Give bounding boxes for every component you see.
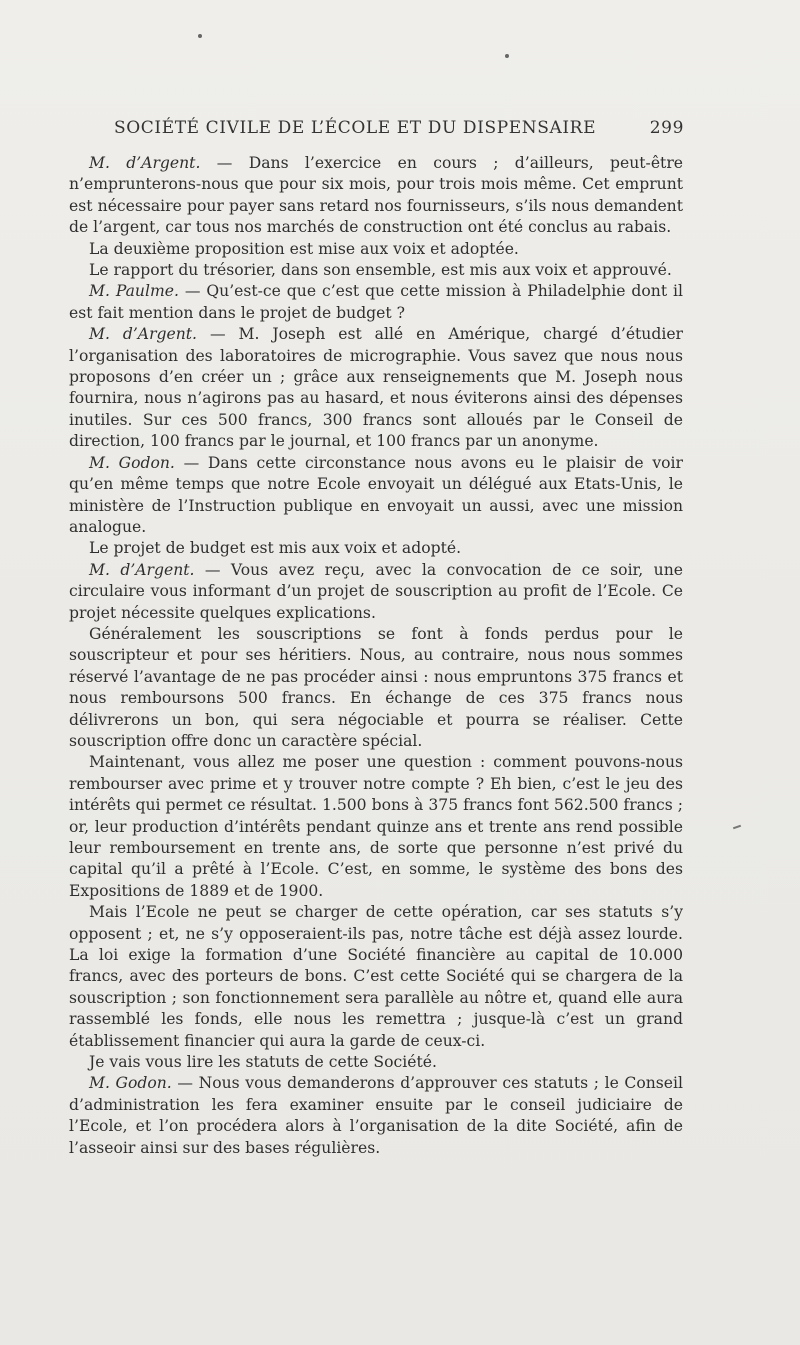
paragraph-text: La deuxième proposition est mise aux voix et adoptée. bbox=[89, 239, 519, 258]
paragraph bbox=[69, 324, 683, 452]
paragraph-text: Mais l’Ecole ne peut se charger de cette opération, car ses statuts s’y opposent ; et, ne s’y opposeraient-ils pas, notre tâche est déjà assez lourde. La loi exige la formation d’une Société financière au capital de 10.000 francs, avec des porteurs de bons. C’est cette Société qui se chargera de la souscription ; son fonctionnement sera parallèle au nôtre et, quand elle aura rassemblé les fonds, elle nous les remettra ; jusque-là c’est un grand établissement financier qui aura la garde de ceux-ci. bbox=[69, 903, 683, 1050]
speaker-name: M. d’Argent. bbox=[89, 560, 195, 579]
speaker-name: M. Godon. bbox=[89, 1074, 172, 1093]
paragraph bbox=[69, 281, 683, 324]
margin-mark bbox=[733, 825, 741, 830]
paragraph-text: Le rapport du trésorier, dans son ensemble, est mis aux voix et approuvé. bbox=[89, 261, 672, 280]
paragraph-text: — Qu’est-ce que c’est que cette mission à Philadelphie dont il est fait mention dans le projet de budget ? bbox=[69, 282, 683, 322]
body-text bbox=[69, 153, 683, 1159]
paragraph bbox=[69, 453, 683, 539]
page-number: 299 bbox=[649, 118, 684, 138]
speck-mark bbox=[198, 34, 202, 38]
speck-mark bbox=[505, 54, 509, 58]
paragraph bbox=[69, 538, 683, 559]
paragraph bbox=[69, 902, 683, 1052]
speaker-name: M. d’Argent. bbox=[89, 325, 198, 344]
paragraph-text: — Vous avez reçu, avec la convocation de ce soir, une circulaire vous informant d’un projet de souscription au profit de l’Ecole. Ce projet nécessite quelques explications. bbox=[69, 560, 683, 622]
paragraph bbox=[69, 1052, 683, 1073]
paragraph bbox=[69, 239, 683, 260]
paragraph bbox=[69, 1073, 683, 1159]
paragraph-text: — Dans cette circonstance nous avons eu le plaisir de voir qu’en même temps que notre Ecole envoyait un délégué aux Etats-Unis, le ministère de l’Instruction publique en envoyait un aussi, avec une mission analogue. bbox=[69, 453, 683, 536]
paragraph-text: — Dans l’exercice en cours ; d’ailleurs, peut-être n’emprunterons-nous que pour six mois, pour trois mois même. Cet emprunt est nécessaire pour payer sans retard nos fournisseurs, s’ils nous demandent de l’argent, car tous nos marchés de construction ont été conclus au rabais. bbox=[69, 154, 684, 237]
speaker-name: M. Paulme. bbox=[89, 282, 179, 301]
paragraph-text: Le projet de budget est mis aux voix et adopté. bbox=[89, 539, 462, 558]
paragraph-text: Maintenant, vous allez me poser une question : comment pouvons-nous rembourser avec prime et y trouver notre compte ? Eh bien, c’est le jeu des intérêts qui permet ce résultat. 1.500 bons à 375 francs font 562.500 francs ; or, leur production d’intérêts pendant quinze ans et trente ans rend possible leur remboursement en trente ans, de sorte que personne n’est privé du capital qu’il a prêté à l’Ecole. C’est, en somme, le système des bons des Expositions de 1889 et de 1900. bbox=[69, 753, 683, 900]
speaker-name: M. d’Argent. bbox=[89, 154, 201, 172]
paragraph-text: — Nous vous demanderons d’approuver ces statuts ; le Conseil d’administration les fera examiner ensuite par le conseil judiciaire de l’Ecole, et l’on procédera alors à l’organisation de la dite Société, afin de l’asseoir ainsi sur des bases régulières. bbox=[69, 1074, 683, 1157]
paragraph bbox=[69, 260, 683, 281]
paragraph bbox=[69, 752, 683, 902]
paragraph bbox=[69, 153, 683, 239]
paragraph bbox=[69, 560, 683, 624]
header-title: SOCIÉTÉ CIVILE DE L’ÉCOLE ET DU DISPENSAIRE bbox=[114, 118, 597, 138]
paragraph bbox=[69, 624, 683, 752]
running-header bbox=[114, 118, 684, 138]
paragraph-text: — M. Joseph est allé en Amérique, chargé d’étudier l’organisation des laboratoires de micrographie. Vous savez que nous nous proposons d’en créer un ; grâce aux renseignements que M. Joseph nous fournira, nous n’agirons pas au hasard, et nous éviterons ainsi des dépenses inutiles. Sur ces 500 francs, 300 francs sont alloués par le Conseil de direction, 100 francs par le journal, et 100 francs par un anonyme. bbox=[69, 325, 684, 451]
paragraph-text: Je vais vous lire les statuts de cette Société. bbox=[89, 1053, 437, 1072]
paragraph-text: Généralement les souscriptions se font à fonds perdus pour le souscripteur et pour ses héritiers. Nous, au contraire, nous nous sommes réservé l’avantage de ne pas procéder ainsi : nous empruntons 375 francs et nous remboursons 500 francs. En échange de ces 375 francs nous délivrerons un bon, qui sera négociable et pourra se réaliser. Cette souscription offre donc un caractère spécial. bbox=[69, 624, 683, 750]
speaker-name: M. Godon. bbox=[89, 453, 175, 472]
